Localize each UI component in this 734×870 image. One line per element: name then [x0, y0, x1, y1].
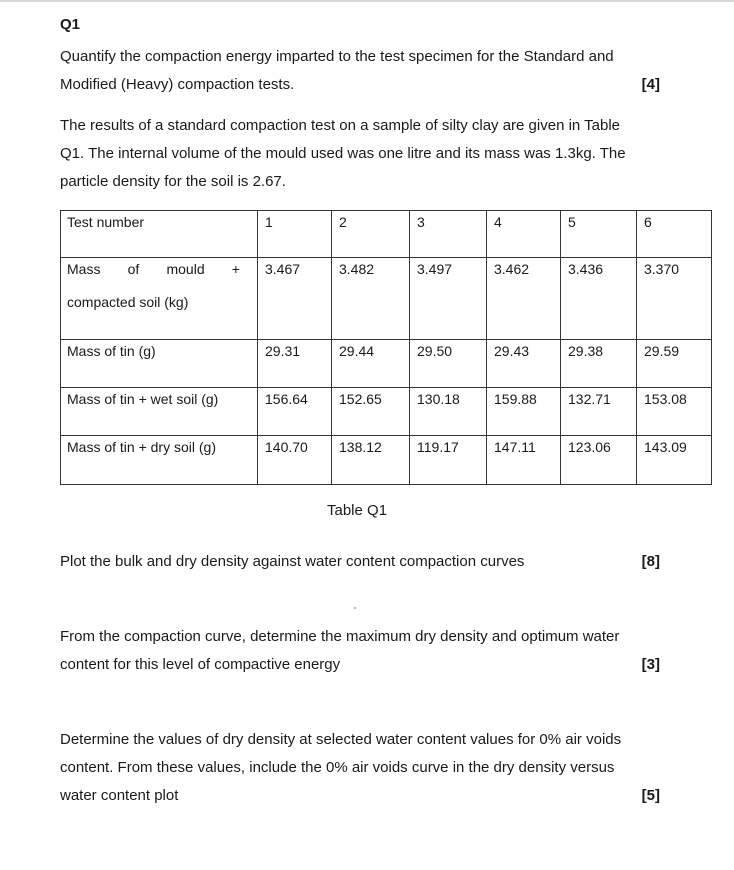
test-number-cell: 5 — [561, 211, 637, 258]
test-number-cell: 1 — [258, 211, 332, 258]
data-table — [60, 210, 712, 485]
table-cell: 123.06 — [561, 436, 637, 485]
row-label: Mass of tin + wet soil (g) — [61, 388, 258, 436]
row-label: Mass of tin + dry soil (g) — [61, 436, 258, 485]
part4-line2: content. From these values, include the 0% air voids curve in the dry density versus — [60, 759, 615, 776]
part2-marks: [8] — [641, 553, 660, 570]
table-cell: 159.88 — [487, 388, 561, 436]
intro-line2: Q1. The internal volume of the mould used was one litre and its mass was 1.3kg. The — [60, 145, 626, 162]
part4-marks: [5] — [641, 787, 660, 804]
stray-dot — [354, 607, 356, 609]
part2-text: Plot the bulk and dry density against water content compaction curves — [60, 553, 525, 570]
table-cell: 3.462 — [487, 258, 561, 340]
table-cell: 29.43 — [487, 340, 561, 388]
table-row — [61, 258, 712, 340]
table-cell: 153.08 — [637, 388, 712, 436]
table-cell: 3.467 — [258, 258, 332, 340]
row-label-word: + — [231, 261, 240, 277]
table-cell: 143.09 — [637, 436, 712, 485]
row-label: Mass of tin (g) — [61, 340, 258, 388]
table-cell: 3.497 — [410, 258, 487, 340]
table-cell: 29.44 — [332, 340, 410, 388]
table-cell: 29.38 — [561, 340, 637, 388]
part1-paragraph — [60, 43, 660, 99]
row-label — [61, 258, 258, 340]
part3-marks: [3] — [641, 656, 660, 673]
part1-marks: [4] — [641, 76, 660, 93]
table-cell: 29.59 — [637, 340, 712, 388]
table-cell: 29.31 — [258, 340, 332, 388]
table-header-label: Test number — [61, 211, 258, 258]
row-label-word: mould — [166, 261, 205, 277]
part2-paragraph — [60, 548, 660, 576]
intro-line1: The results of a standard compaction test on a sample of silty clay are given in Table — [60, 117, 621, 134]
row-label-word: Mass — [67, 261, 101, 277]
question-heading: Q1 — [60, 16, 81, 33]
intro-line3: particle density for the soil is 2.67. — [60, 173, 286, 190]
table-row — [61, 436, 712, 485]
test-number-cell: 6 — [637, 211, 712, 258]
test-number-cell: 2 — [332, 211, 410, 258]
table-cell: 3.436 — [561, 258, 637, 340]
table-row — [61, 340, 712, 388]
part4-line3: water content plot — [60, 787, 179, 804]
part4-line1: Determine the values of dry density at selected water content values for 0% air voids — [60, 731, 622, 748]
page-top-border — [0, 0, 734, 2]
part3-line2: content for this level of compactive energy — [60, 656, 341, 673]
table-cell: 152.65 — [332, 388, 410, 436]
table-cell: 130.18 — [410, 388, 487, 436]
table-caption: Table Q1 — [327, 502, 388, 519]
table-cell: 138.12 — [332, 436, 410, 485]
table-cell: 29.50 — [410, 340, 487, 388]
intro-paragraph — [60, 112, 660, 196]
test-number-cell: 3 — [410, 211, 487, 258]
table-cell: 119.17 — [410, 436, 487, 485]
table-cell: 156.64 — [258, 388, 332, 436]
row-label-line2: compacted soil (kg) — [67, 294, 189, 310]
table-header-row — [61, 211, 712, 258]
part3-line1: From the compaction curve, determine the maximum dry density and optimum water — [60, 628, 620, 645]
table-row — [61, 388, 712, 436]
table-cell: 140.70 — [258, 436, 332, 485]
table-cell: 3.370 — [637, 258, 712, 340]
part3-paragraph — [60, 623, 660, 679]
part4-paragraph — [60, 726, 660, 810]
part1-line2: Modified (Heavy) compaction tests. — [60, 76, 295, 93]
table-cell: 132.71 — [561, 388, 637, 436]
row-label-word: of — [127, 261, 140, 277]
table-cell: 3.482 — [332, 258, 410, 340]
test-number-cell: 4 — [487, 211, 561, 258]
part1-line1: Quantify the compaction energy imparted to the test specimen for the Standard and — [60, 48, 614, 65]
table-cell: 147.11 — [487, 436, 561, 485]
